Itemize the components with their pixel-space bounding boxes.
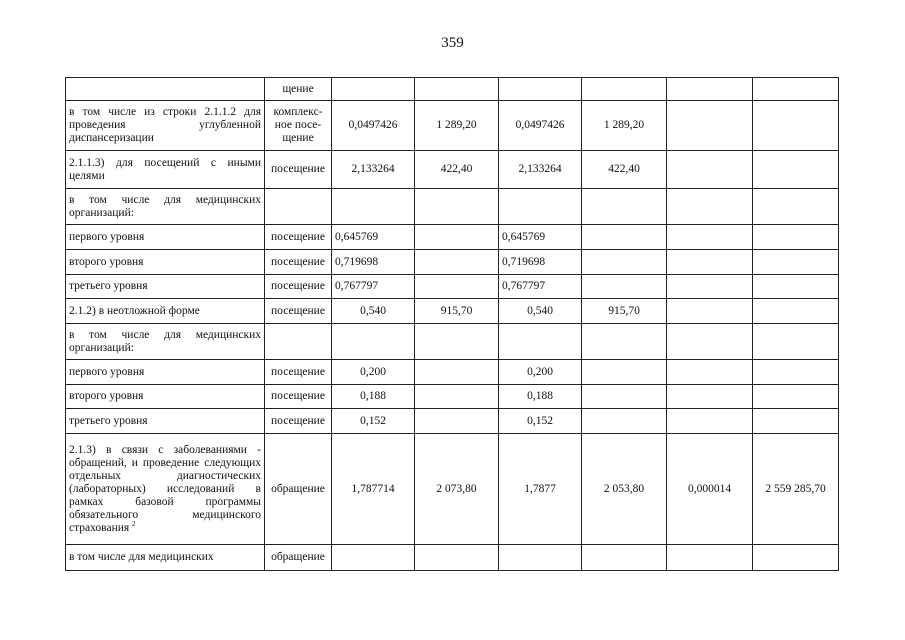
row-value-4: [582, 385, 667, 409]
row-description: первого уровня: [66, 360, 265, 385]
table-row: [66, 409, 839, 434]
row-unit: [265, 324, 332, 360]
row-value-5: [667, 250, 753, 275]
row-value-4: [582, 225, 667, 250]
row-value-2: [415, 189, 499, 225]
row-unit: посещение: [265, 151, 332, 189]
row-unit: посещение: [265, 275, 332, 299]
row-value-2: 1 289,20: [415, 101, 499, 151]
row-value-5: [667, 409, 753, 434]
row-description: 2.1.2) в неотложной форме: [66, 299, 265, 324]
row-value-6: [753, 360, 839, 385]
row-unit: посещение: [265, 409, 332, 434]
row-value-5: [667, 151, 753, 189]
row-value-2: [415, 275, 499, 299]
row-value-2: [415, 409, 499, 434]
row-value-3: 0,0497426: [499, 101, 582, 151]
row-value-5: [667, 101, 753, 151]
row-description: [66, 78, 265, 101]
row-value-3: 1,7877: [499, 434, 582, 545]
row-value-2: [415, 250, 499, 275]
row-value-1: 0,200: [332, 360, 415, 385]
row-value-3: [499, 78, 582, 101]
row-value-6: [753, 299, 839, 324]
row-description: второго уровня: [66, 250, 265, 275]
row-value-4: 915,70: [582, 299, 667, 324]
row-value-1: 0,719698: [332, 250, 415, 275]
row-value-1: 0,188: [332, 385, 415, 409]
row-value-1: 0,0497426: [332, 101, 415, 151]
row-value-1: 2,133264: [332, 151, 415, 189]
row-description: в том числе для медицинских организаций:: [66, 324, 265, 360]
row-value-3: 0,767797: [499, 275, 582, 299]
row-unit: посещение: [265, 360, 332, 385]
row-value-6: [753, 324, 839, 360]
row-value-5: [667, 78, 753, 101]
row-value-1: [332, 324, 415, 360]
row-value-4: [582, 189, 667, 225]
row-value-6: [753, 409, 839, 434]
row-value-3: 0,188: [499, 385, 582, 409]
row-unit: обращение: [265, 434, 332, 545]
row-value-6: [753, 250, 839, 275]
row-value-6: [753, 225, 839, 250]
table-row: [66, 78, 839, 101]
row-value-2: [415, 324, 499, 360]
row-value-1: 0,645769: [332, 225, 415, 250]
row-value-5: [667, 324, 753, 360]
row-description: в том числе из строки 2.1.1.2 для проведения углубленной диспансеризации: [66, 101, 265, 151]
table-row: [66, 101, 839, 151]
row-value-3: 0,540: [499, 299, 582, 324]
row-value-5: 0,000014: [667, 434, 753, 545]
row-description: [66, 434, 265, 545]
row-value-6: [753, 545, 839, 571]
row-unit: [265, 189, 332, 225]
row-description: в том числе для медицинских: [66, 545, 265, 571]
row-value-3: 0,152: [499, 409, 582, 434]
page-number: 359: [441, 35, 464, 51]
row-description: второго уровня: [66, 385, 265, 409]
row-unit: посещение: [265, 225, 332, 250]
table-row: [66, 385, 839, 409]
row-value-4: [582, 275, 667, 299]
row-value-3: 2,133264: [499, 151, 582, 189]
row-value-3: [499, 324, 582, 360]
row-value-6: [753, 275, 839, 299]
row-unit: посещение: [265, 299, 332, 324]
row-value-5: [667, 225, 753, 250]
row-value-2: [415, 385, 499, 409]
row-value-5: [667, 545, 753, 571]
row-value-3: [499, 189, 582, 225]
row-value-4: [582, 545, 667, 571]
row-value-6: [753, 151, 839, 189]
row-description: первого уровня: [66, 225, 265, 250]
row-value-6: 2 559 285,70: [753, 434, 839, 545]
row-value-1: 0,540: [332, 299, 415, 324]
row-value-1: [332, 78, 415, 101]
row-value-6: [753, 385, 839, 409]
row-value-3: 0,719698: [499, 250, 582, 275]
row-value-5: [667, 360, 753, 385]
table-row: [66, 545, 839, 571]
row-value-6: [753, 189, 839, 225]
row-value-3: 0,645769: [499, 225, 582, 250]
row-description: третьего уровня: [66, 275, 265, 299]
row-value-2: 2 073,80: [415, 434, 499, 545]
row-value-4: 2 053,80: [582, 434, 667, 545]
row-value-4: [582, 324, 667, 360]
footnote-marker: 2: [132, 519, 136, 528]
row-description: в том числе для медицинских организаций:: [66, 189, 265, 225]
row-unit: комплекс-ное посе-щение: [265, 101, 332, 151]
row-value-4: [582, 250, 667, 275]
row-unit: посещение: [265, 385, 332, 409]
row-value-4: [582, 78, 667, 101]
table-row: [66, 275, 839, 299]
row-value-1: [332, 545, 415, 571]
row-value-6: [753, 101, 839, 151]
table-row: [66, 151, 839, 189]
row-value-6: [753, 78, 839, 101]
row-value-4: 422,40: [582, 151, 667, 189]
row-value-5: [667, 275, 753, 299]
row-value-2: 915,70: [415, 299, 499, 324]
row-description: третьего уровня: [66, 409, 265, 434]
norms-table: [65, 77, 839, 571]
row-value-2: 422,40: [415, 151, 499, 189]
row-value-1: 1,787714: [332, 434, 415, 545]
row-value-2: [415, 545, 499, 571]
row-value-5: [667, 299, 753, 324]
row-value-4: [582, 360, 667, 385]
row-value-1: [332, 189, 415, 225]
row-unit: посещение: [265, 250, 332, 275]
table-row: [66, 360, 839, 385]
row-value-3: [499, 545, 582, 571]
row-value-4: [582, 409, 667, 434]
row-value-2: [415, 78, 499, 101]
table-row: [66, 324, 839, 360]
table-row: [66, 299, 839, 324]
row-unit: щение: [265, 78, 332, 101]
row-description-text: 2.1.3) в связи с заболеваниями - обращений, и проведение следующих отдельных диагностических (лабораторных) исследований в рамках базовой программы обязательного медицинского страхования: [69, 443, 261, 534]
row-unit: обращение: [265, 545, 332, 571]
table-row: [66, 225, 839, 250]
row-value-1: 0,152: [332, 409, 415, 434]
row-value-5: [667, 385, 753, 409]
row-value-4: 1 289,20: [582, 101, 667, 151]
row-value-1: 0,767797: [332, 275, 415, 299]
row-value-5: [667, 189, 753, 225]
row-value-3: 0,200: [499, 360, 582, 385]
table-row: [66, 250, 839, 275]
row-value-2: [415, 360, 499, 385]
row-value-2: [415, 225, 499, 250]
row-description: 2.1.1.3) для посещений с иными целями: [66, 151, 265, 189]
table-row: [66, 434, 839, 545]
table-row: [66, 189, 839, 225]
